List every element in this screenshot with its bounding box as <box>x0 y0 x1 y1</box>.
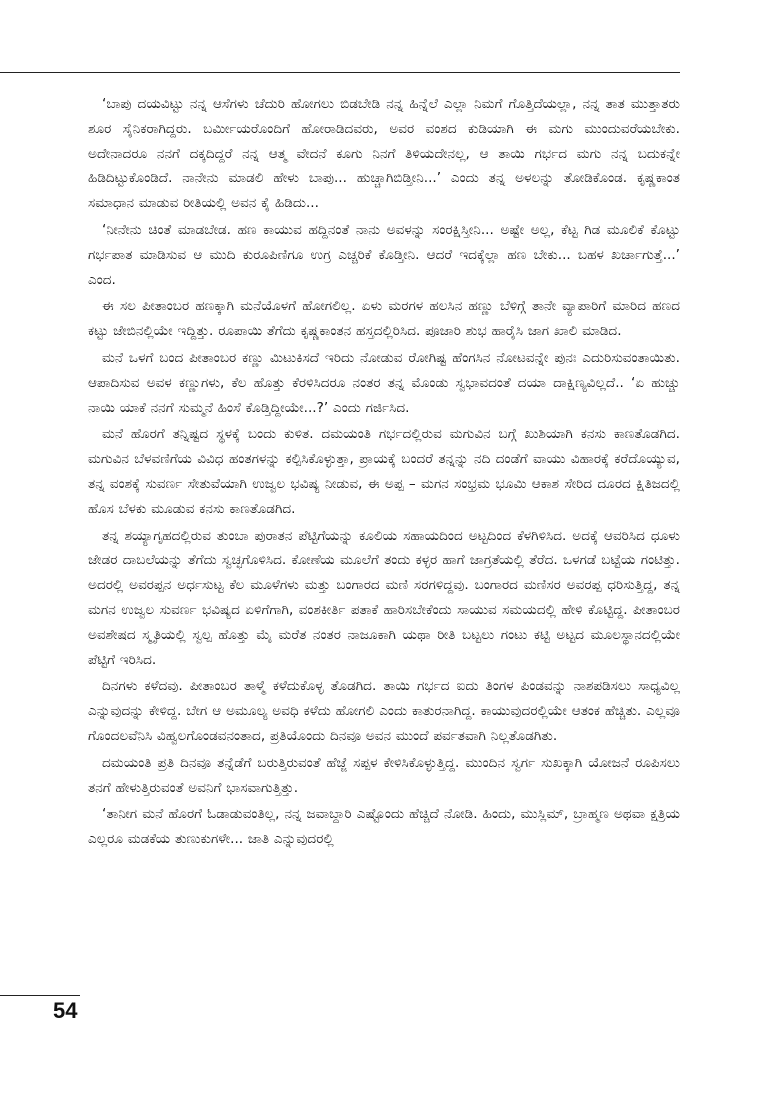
page-number: 54 <box>53 998 78 1023</box>
footer-rule <box>0 995 80 996</box>
paragraph-5: ಮನೆ ಹೊರಗೆ ತನ್ನಿಷ್ಟದ ಸ್ಥಳಕ್ಕೆ ಬಂದು ಕುಳಿತ. ದಮಯಂತಿ ಗರ್ಭದಲ್ಲಿರುವ ಮಗುವಿನ ಬಗ್ಗೆ ಖುಶಿಯಾಗಿ ಕನಸು ಕಾಣತೊಡಗಿದ. ಮಗುವಿನ ಬೆಳವಣಿಗೆಯ ವಿವಿಧ ಹಂತಗಳನ್ನು ಕಲ್ಪಿಸಿಕೊಳ್ಳುತ್ತಾ, ಪ್ರಾಯಕ್ಕೆ ಬಂದರೆ ತನ್ನನ್ನು ನದಿ ದಂಡೆಗೆ ವಾಯು ವಿಹಾರಕ್ಕೆ ಕರೆದೊಯ್ಯುವ, ತನ್ನ ವಂಶಕ್ಕೆ ಸುವರ್ಣ ಸೇತುವೆಯಾಗಿ ಉಜ್ವಲ ಭವಿಷ್ಯ ನೀಡುವ, ಈ ಅಪ್ಪ – ಮಗನ ಸಂಭ್ರಮ ಭೂಮಿ ಆಕಾಶ ಸೇರಿದ ದೂರದ ಕ್ಷಿತಿಜದಲ್ಲಿ ಹೊಸ ಬೆಳಕು ಮೂಡುವ ಕನಸು ಕಾಣತೊಡಗಿದ. <box>88 426 680 517</box>
paragraph-1: ‘ಬಾಪು ದಯವಿಟ್ಟು ನನ್ನ ಆಸೆಗಳು ಚೆದುರಿ ಹೋಗಲು ಬಿಡಬೇಡಿ ನನ್ನ ಹಿನ್ನೆಲೆ ಎಲ್ಲಾ ನಿಮಗೆ ಗೊತ್ತಿದೆಯಲ್ಲಾ, ನನ್ನ ತಾತ ಮುತ್ತಾತರು ಶೂರ ಸೈನಿಕರಾಗಿದ್ದರು. ಬರ್ಮೀಯರೊಂದಿಗೆ ಹೋರಾಡಿದವರು, ಅವರ ವಂಶದ ಕುಡಿಯಾಗಿ ಈ ಮಗು ಮುಂದುವರೆಯಬೇಕು. ಅದೇನಾದರೂ ನನಗೆ ದಕ್ಕದಿದ್ದರೆ ನನ್ನ ಆತ್ಮ ವೇದನೆ ಕೂಗು ನಿನಗೆ ತಿಳಿಯದೇನಲ್ಲ, ಆ ತಾಯಿ ಗರ್ಭದ ಮಗು ನನ್ನ ಬದುಕನ್ನೇ ಹಿಡಿದಿಟ್ಟುಕೊಂಡಿದೆ. ನಾನೇನು ಮಾಡಲಿ ಹೇಳು ಬಾಪು... ಹುಚ್ಚಾಗಿಬಿಡ್ತೀನಿ...’ ಎಂದು ತನ್ನ ಅಳಲನ್ನು ತೋಡಿಕೊಂಡ. ಕೃಷ್ಣಕಾಂತ ಸಮಾಧಾನ ಮಾಡುವ ರೀತಿಯಲ್ಲಿ ಅವನ ಕೈ ಹಿಡಿದು... <box>88 96 680 212</box>
paragraph-2: ‘ನೀನೇನು ಚಿಂತೆ ಮಾಡಬೇಡ. ಹಣ ಕಾಯುವ ಹದ್ದಿನಂತೆ ನಾನು ಅವಳನ್ನು ಸಂರಕ್ಷಿಸ್ತೀನಿ... ಅಷ್ಟೇ ಅಲ್ಲ, ಕೆಟ್ಟ ಗಿಡ ಮೂಲಿಕೆ ಕೊಟ್ಟು ಗರ್ಭಪಾತ ಮಾಡಿಸುವ ಆ ಮುದಿ ಕುರೂಪಿಣಿಗೂ ಉಗ್ರ ಎಚ್ಚರಿಕೆ ಕೊಡ್ತೀನಿ. ಆದರೆ ಇದಕ್ಕೆಲ್ಲಾ ಹಣ ಬೇಕು... ಬಹಳ ಖರ್ಚಾಗುತ್ತೆ...’ ಎಂದ. <box>88 221 680 288</box>
paragraph-8: ದಮಯಂತಿ ಪ್ರತಿ ದಿನವೂ ತನ್ನೆಡೆಗೆ ಬರುತ್ತಿರುವಂತೆ ಹೆಜ್ಜೆ ಸಪ್ಪಳ ಕೇಳಿಸಿಕೊಳ್ಳುತ್ತಿದ್ದ. ಮುಂದಿನ ಸ್ವರ್ಗ ಸುಖಕ್ಕಾಗಿ ಯೋಜನೆ ರೂಪಿಸಲು ತನಗೆ ಹೇಳುತ್ತಿರುವಂತೆ ಅವನಿಗೆ ಭಾಸವಾಗುತ್ತಿತ್ತು. <box>88 754 680 796</box>
body-text <box>88 92 680 854</box>
paragraph-3: ಈ ಸಲ ಪೀತಾಂಬರ ಹಣಕ್ಕಾಗಿ ಮನೆಯೊಳಗೆ ಹೋಗಲಿಲ್ಲ. ಏಳು ಮರಗಳ ಹಲಸಿನ ಹಣ್ಣು ಬೆಳಿಗ್ಗೆ ತಾನೇ ವ್ಯಾಪಾರಿಗೆ ಮಾರಿದ ಹಣದ ಕಟ್ಟು ಜೇಬಿನಲ್ಲಿಯೇ ಇದ್ದಿತ್ತು. ರೂಪಾಯಿ ತೆಗೆದು ಕೃಷ್ಣಕಾಂತನ ಹಸ್ತದಲ್ಲಿರಿಸಿದ. ಪೂಜಾರಿ ಶುಭ ಹಾರೈಸಿ ಜಾಗ ಖಾಲಿ ಮಾಡಿದ. <box>88 298 680 340</box>
paragraph-6: ತನ್ನ ಶಯ್ಯಾಗೃಹದಲ್ಲಿರುವ ತುಂಬಾ ಪುರಾತನ ಪೆಟ್ಟಿಗೆಯನ್ನು ಕೂಲಿಯ ಸಹಾಯದಿಂದ ಅಟ್ಟದಿಂದ ಕೆಳಗಿಳಿಸಿದ. ಅದಕ್ಕೆ ಆವರಿಸಿದ ಧೂಳು ಜೇಡರ ದಾಬಲೆಯನ್ನು ತೆಗೆದು ಸ್ವಚ್ಛಗೊಳಿಸಿದ. ಕೋಣೆಯ ಮೂಲೆಗೆ ತಂದು ಕಳ್ಳರ ಹಾಗೆ ಜಾಗ್ರತೆಯಲ್ಲಿ ತೆರೆದ. ಒಳಗಡೆ ಬಟ್ಟೆಯ ಗಂಟಿತ್ತು. ಅದರಲ್ಲಿ ಅವರಪ್ಪನ ಅರ್ಧಸುಟ್ಟ ಕೆಲ ಮೂಳೆಗಳು ಮತ್ತು ಬಂಗಾರದ ಮಣಿ ಸರಗಳಿದ್ದವು. ಬಂಗಾರದ ಮಣಿಸರ ಅವರಪ್ಪ ಧರಿಸುತ್ತಿದ್ದ, ತನ್ನ ಮಗನ ಉಜ್ವಲ ಸುವರ್ಣ ಭವಿಷ್ಯದ ಏಳಿಗೆಗಾಗಿ, ವಂಶಕೀರ್ತಿ ಪತಾಕೆ ಹಾರಿಸಬೇಕೆಂದು ಸಾಯುವ ಸಮಯದಲ್ಲಿ ಹೇಳಿ ಕೊಟ್ಟಿದ್ದ. ಪೀತಾಂಬರ ಅವಶೇಷದ ಸ್ಮೃತಿಯಲ್ಲಿ ಸ್ವಲ್ಪ ಹೊತ್ತು ಮೈ ಮರೆತ ನಂತರ ನಾಜೂಕಾಗಿ ಯಥಾ ರೀತಿ ಬಟ್ಟಲು ಗಂಟು ಕಟ್ಟಿ ಅಟ್ಟದ ಮೂಲಸ್ಥಾನದಲ್ಲಿಯೇ ಪೆಟ್ಟಿಗೆ ಇರಿಸಿದ. <box>88 527 680 668</box>
paragraph-4: ಮನೆ ಒಳಗೆ ಬಂದ ಪೀತಾಂಬರ ಕಣ್ಣು ಮಿಟುಕಿಸದೆ ಇರಿದು ನೋಡುವ ರೋಗಿಷ್ಟ ಹೆಂಗಸಿನ ನೋಟವನ್ನೇ ಪುನಃ ಎದುರಿಸುವಂತಾಯಿತು. ಆಪಾದಿಸುವ ಅವಳ ಕಣ್ಣುಗಳು, ಕೆಲ ಹೊತ್ತು ಕೆರಳಿಸಿದರೂ ನಂತರ ತನ್ನ ಮೊಂಡು ಸ್ವಭಾವದಂತೆ ದಯಾ ದಾಕ್ಷಿಣ್ಯವಿಲ್ಲದೆ.. ‘ಏ ಹುಚ್ಚು ನಾಯಿ ಯಾಕೆ ನನಗೆ ಸುಮ್ಮನೆ ಹಿಂಸೆ ಕೊಡ್ತಿದ್ದೀಯೇ...?’ ಎಂದು ಗರ್ಜಿಸಿದ. <box>88 349 680 416</box>
paragraph-9: ‘ತಾನೀಗ ಮನೆ ಹೊರಗೆ ಓಡಾಡುವಂತಿಲ್ಲ, ನನ್ನ ಜವಾಬ್ದಾರಿ ಎಷ್ಟೊಂದು ಹೆಚ್ಚಿದೆ ನೋಡಿ. ಹಿಂದು, ಮುಸ್ಲಿಮ್, ಬ್ರಾಹ್ಮಣ ಅಥವಾ ಕ್ಷತ್ರಿಯ ಎಲ್ಲರೂ ಮಡಕೆಯ ತುಣುಕುಗಳೇ... ಜಾತಿ ಎನ್ನುವುದರಲ್ಲಿ <box>88 806 680 848</box>
paragraph-7: ದಿನಗಳು ಕಳೆದವು. ಪೀತಾಂಬರ ತಾಳ್ಮೆ ಕಳೆದುಕೊಳ್ಳ ತೊಡಗಿದ. ತಾಯಿ ಗರ್ಭದ ಐದು ತಿಂಗಳ ಪಿಂಡವನ್ನು ನಾಶಪಡಿಸಲು ಸಾಧ್ಯವಿಲ್ಲ ಎನ್ನುವುದನ್ನು ಕೇಳಿದ್ದ. ಬೇಗ ಆ ಅಮೂಲ್ಯ ಅವಧಿ ಕಳೆದು ಹೋಗಲಿ ಎಂದು ಕಾತುರನಾಗಿದ್ದ. ಕಾಯುವುದರಲ್ಲಿಯೇ ಆತಂಕ ಹೆಚ್ಚಿತು. ಎಲ್ಲವೂ ಗೊಂದಲವೆನಿಸಿ ವಿಹ್ವಲಗೊಂಡವನಂತಾದ, ಪ್ರತಿಯೊಂದು ದಿನವೂ ಅವನ ಮುಂದೆ ಪರ್ವತವಾಗಿ ನಿಲ್ಲತೊಡಗಿತು. <box>88 678 680 744</box>
header-rule <box>0 72 680 73</box>
